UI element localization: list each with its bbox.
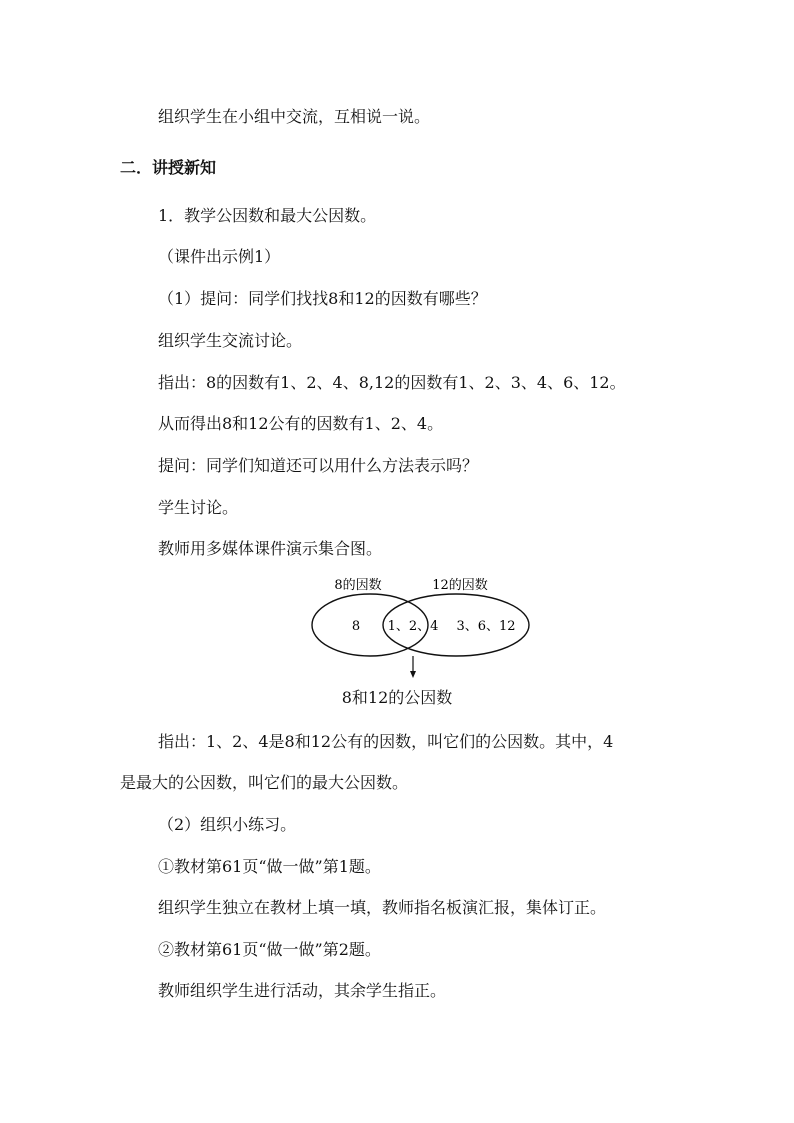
section-heading: 二．讲授新知 [120, 158, 217, 177]
intersection-values: 1、2、4 [387, 619, 439, 634]
left-only-values: 8 [351, 619, 361, 634]
venn-caption: 8和12的公因数 [341, 688, 453, 707]
right-only-values: 3、6、12 [456, 619, 516, 634]
paragraph-exercise-1: ①教材第61页“做一做”第1题。 [158, 857, 381, 876]
paragraph-example: （课件出示例1） [158, 247, 281, 266]
paragraph-question-1: （1）提问：同学们找找8和12的因数有哪些？ [158, 289, 487, 308]
paragraph-discussion: 组织学生在小组中交流，互相说一说。 [158, 107, 431, 126]
paragraph-question-2: 提问：同学们知道还可以用什么方法表示吗？ [158, 456, 479, 475]
paragraph-fill-in: 组织学生独立在教材上填一填，教师指名板演汇报，集体订正。 [158, 898, 607, 917]
paragraph-conclusion: 从而得出8和12公有的因数有1、2、4。 [158, 414, 444, 433]
paragraph-topic: 1．教学公因数和最大公因数。 [158, 206, 377, 225]
right-set-label: 12的因数 [432, 578, 488, 593]
paragraph-teacher-demo: 教师用多媒体课件演示集合图。 [158, 539, 383, 558]
paragraph-student-discussion: 学生讨论。 [158, 498, 239, 517]
left-set-label: 8的因数 [334, 578, 382, 593]
paragraph-greatest-common: 是最大的公因数，叫它们的最大公因数。 [120, 773, 409, 792]
paragraph-point-out-common: 指出：1、2、4是8和12公有的因数，叫它们的公因数。其中，4 [158, 732, 614, 751]
paragraph-practice: （2）组织小练习。 [158, 815, 297, 834]
paragraph-exercise-2: ②教材第61页“做一做”第2题。 [158, 940, 381, 959]
venn-diagram [300, 572, 540, 682]
caption-arrow-head [410, 671, 416, 678]
paragraph-activity: 教师组织学生进行活动，其余学生指正。 [158, 981, 447, 1000]
paragraph-point-out-factors: 指出：8的因数有1、2、4、8,12的因数有1、2、3、4、6、12。 [158, 373, 626, 392]
paragraph-exchange: 组织学生交流讨论。 [158, 331, 303, 350]
